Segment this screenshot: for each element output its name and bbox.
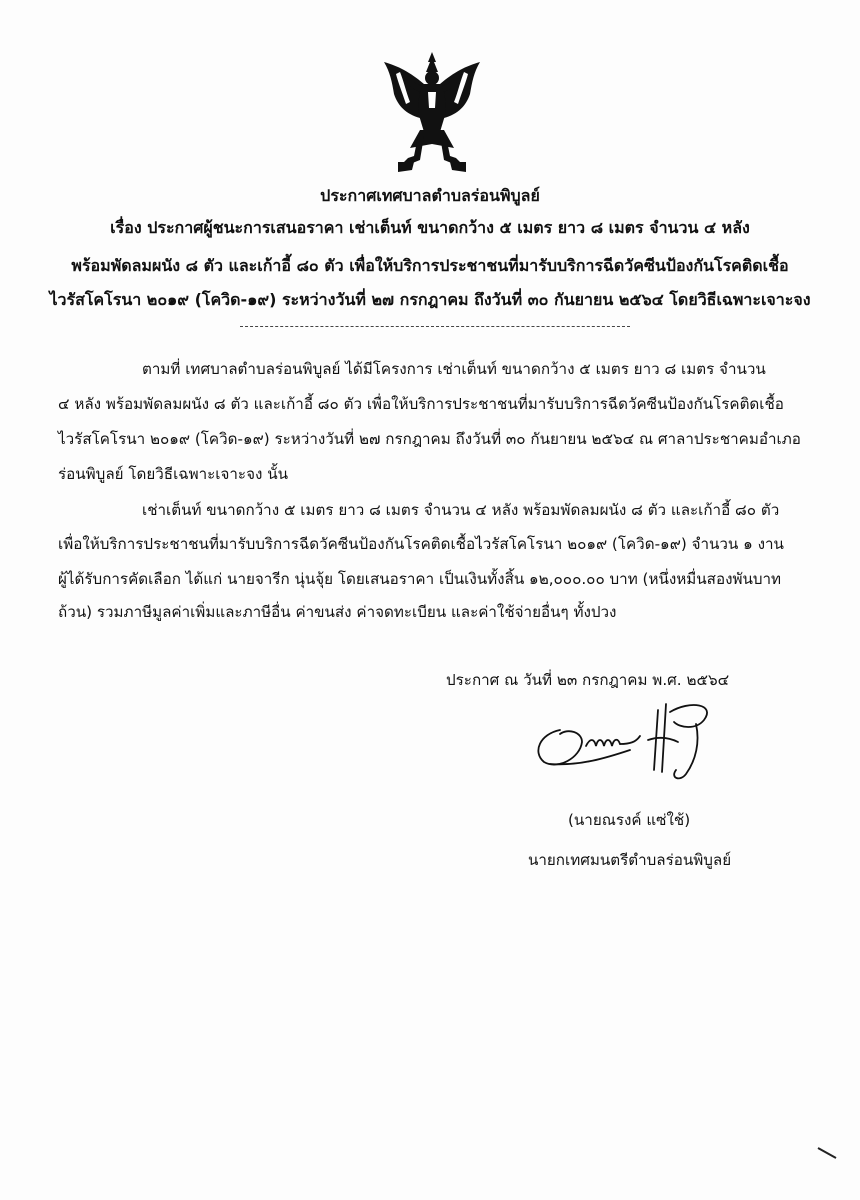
subject-line-1: เรื่อง ประกาศผู้ชนะการเสนอราคา เช่าเต็นท์ ขนาดกว้าง ๕ เมตร ยาว ๘ เมตร จำนวน ๔ หลัง (110, 218, 750, 237)
announcement-title: ประกาศเทศบาลตำบลร่อนพิบูลย์ (320, 186, 540, 205)
signer-position: นายกเทศมนตรีตำบลร่อนพิบูลย์ (528, 851, 732, 869)
paragraph-2-line-1: เช่าเต็นท์ ขนาดกว้าง ๕ เมตร ยาว ๘ เมตร จำนวน ๔ หลัง พร้อมพัดลมผนัง ๘ ตัว และเก้าอี้ ๘๐ ตัว (142, 501, 780, 519)
paragraph-1-line-2: ๔ หลัง พร้อมพัดลมผนัง ๘ ตัว และเก้าอี้ ๘๐ ตัว เพื่อให้บริการประชาชนที่มารับบริการฉีดวัคซีนป้องกันโรคติดเชื้อ (58, 395, 784, 413)
subject-line-3: ไวรัสโคโรนา ๒๐๑๙ (โควิด-๑๙) ระหว่างวันที่ ๒๗ กรกฎาคม ถึงวันที่ ๓๐ กันยายน ๒๕๖๔ โดยวิธีเฉพาะเจาะจง (49, 290, 811, 309)
announcement-date: ประกาศ ณ วันที่ ๒๓ กรกฎาคม พ.ศ. ๒๕๖๔ (446, 671, 730, 689)
signer-name: (นายณรงค์ แซ่ใช้) (568, 811, 691, 829)
subject-line-2: พร้อมพัดลมผนัง ๘ ตัว และเก้าอี้ ๘๐ ตัว เพื่อให้บริการประชาชนที่มารับบริการฉีดวัคซีนป้องกันโรคติดเชื้อ (71, 256, 789, 275)
paragraph-1-line-4: ร่อนพิบูลย์ โดยวิธีเฉพาะเจาะจง นั้น (58, 465, 288, 483)
paragraph-1-line-1: ตามที่ เทศบาลตำบลร่อนพิบูลย์ ได้มีโครงการ เช่าเต็นท์ ขนาดกว้าง ๕ เมตร ยาว ๘ เมตร จำนวน (142, 360, 766, 378)
paragraph-1-line-3: ไวรัสโคโรนา ๒๐๑๙ (โควิด-๑๙) ระหว่างวันที่ ๒๗ กรกฎาคม ถึงวันที่ ๓๐ กันยายน ๒๕๖๔ ณ ศาลาประชาคมอำเภอ (58, 430, 801, 448)
paragraph-2-line-2: เพื่อให้บริการประชาชนที่มารับบริการฉีดวัคซีนป้องกันโรคติดเชื้อไวรัสโคโรนา ๒๐๑๙ (โควิด-๑๙) จำนวน ๑ งาน (58, 535, 784, 553)
separator-line (240, 326, 630, 327)
handwritten-signature (520, 690, 740, 790)
scan-mark-icon (816, 1146, 838, 1160)
garuda-emblem-icon (380, 52, 484, 176)
paragraph-2-line-3: ผู้ได้รับการคัดเลือก ได้แก่ นายจารีก นุ่นจุ้ย โดยเสนอราคา เป็นเงินทั้งสิ้น ๑๒,๐๐๐.๐๐ บาท (หนึ่งหมื่นสองพันบาท (58, 570, 782, 588)
paragraph-2-line-4: ถ้วน) รวมภาษีมูลค่าเพิ่มและภาษีอื่น ค่าขนส่ง ค่าจดทะเบียน และค่าใช้จ่ายอื่นๆ ทั้งปวง (58, 603, 617, 621)
